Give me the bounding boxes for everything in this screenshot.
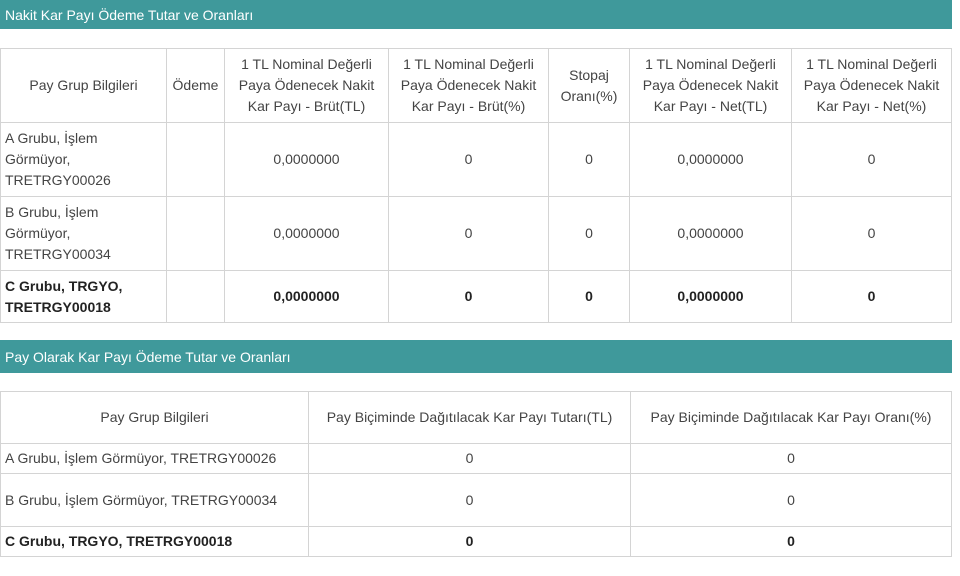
gross-tl-cell: 0,0000000	[225, 123, 389, 197]
share-rate-cell: 0	[631, 527, 952, 557]
share-amount-cell: 0	[309, 527, 631, 557]
share-amount-cell: 0	[309, 474, 631, 527]
group-info-cell: B Grubu, İşlem Görmüyor, TRETRGY00034	[1, 197, 167, 271]
withholding-rate-cell: 0	[549, 197, 630, 271]
cash-dividend-section-title-text: Nakit Kar Payı Ödeme Tutar ve Oranları	[5, 6, 254, 23]
group-info-cell: A Grubu, İşlem Görmüyor, TRETRGY00026	[1, 123, 167, 197]
share-dividend-table	[0, 391, 952, 557]
payment-cell	[167, 123, 225, 197]
table-header-row	[1, 392, 952, 444]
column-header-group-info: Pay Grup Bilgileri	[1, 392, 309, 444]
net-tl-cell: 0,0000000	[630, 197, 792, 271]
gross-pct-cell: 0	[389, 123, 549, 197]
table-row	[1, 197, 952, 271]
withholding-rate-cell: 0	[549, 123, 630, 197]
table-row	[1, 123, 952, 197]
group-info-cell: C Grubu, TRGYO, TRETRGY00018	[1, 527, 309, 557]
net-pct-cell: 0	[792, 197, 952, 271]
payment-cell	[167, 197, 225, 271]
column-header-group-info: Pay Grup Bilgileri	[1, 49, 167, 123]
withholding-rate-cell: 0	[549, 271, 630, 323]
share-rate-cell: 0	[631, 444, 952, 474]
share-amount-cell: 0	[309, 444, 631, 474]
gross-pct-cell: 0	[389, 197, 549, 271]
net-tl-cell: 0,0000000	[630, 271, 792, 323]
group-info-cell: B Grubu, İşlem Görmüyor, TRETRGY00034	[1, 474, 309, 527]
column-header-gross-tl: 1 TL Nominal Değerli Paya Ödenecek Nakit Kar Payı - Brüt(TL)	[225, 49, 389, 123]
column-header-net-tl: 1 TL Nominal Değerli Paya Ödenecek Nakit Kar Payı - Net(TL)	[630, 49, 792, 123]
table-row	[1, 271, 952, 323]
column-header-share-rate: Pay Biçiminde Dağıtılacak Kar Payı Oranı(%)	[631, 392, 952, 444]
share-dividend-section-title	[0, 340, 952, 373]
column-header-payment: Ödeme	[167, 49, 225, 123]
share-rate-cell: 0	[631, 474, 952, 527]
cash-dividend-section-title	[0, 0, 952, 29]
table-row	[1, 474, 952, 527]
payment-cell	[167, 271, 225, 323]
share-dividend-section-title-text: Pay Olarak Kar Payı Ödeme Tutar ve Oranları	[5, 348, 291, 365]
gross-tl-cell: 0,0000000	[225, 197, 389, 271]
net-tl-cell: 0,0000000	[630, 123, 792, 197]
column-header-withholding-rate: Stopaj Oranı(%)	[549, 49, 630, 123]
net-pct-cell: 0	[792, 123, 952, 197]
gross-pct-cell: 0	[389, 271, 549, 323]
column-header-gross-pct: 1 TL Nominal Değerli Paya Ödenecek Nakit Kar Payı - Brüt(%)	[389, 49, 549, 123]
cash-dividend-table	[0, 48, 952, 323]
table-row	[1, 527, 952, 557]
column-header-share-amount: Pay Biçiminde Dağıtılacak Kar Payı Tutarı(TL)	[309, 392, 631, 444]
group-info-cell: A Grubu, İşlem Görmüyor, TRETRGY00026	[1, 444, 309, 474]
gross-tl-cell: 0,0000000	[225, 271, 389, 323]
net-pct-cell: 0	[792, 271, 952, 323]
table-header-row	[1, 49, 952, 123]
group-info-cell: C Grubu, TRGYO, TRETRGY00018	[1, 271, 167, 323]
table-row	[1, 444, 952, 474]
column-header-net-pct: 1 TL Nominal Değerli Paya Ödenecek Nakit Kar Payı - Net(%)	[792, 49, 952, 123]
